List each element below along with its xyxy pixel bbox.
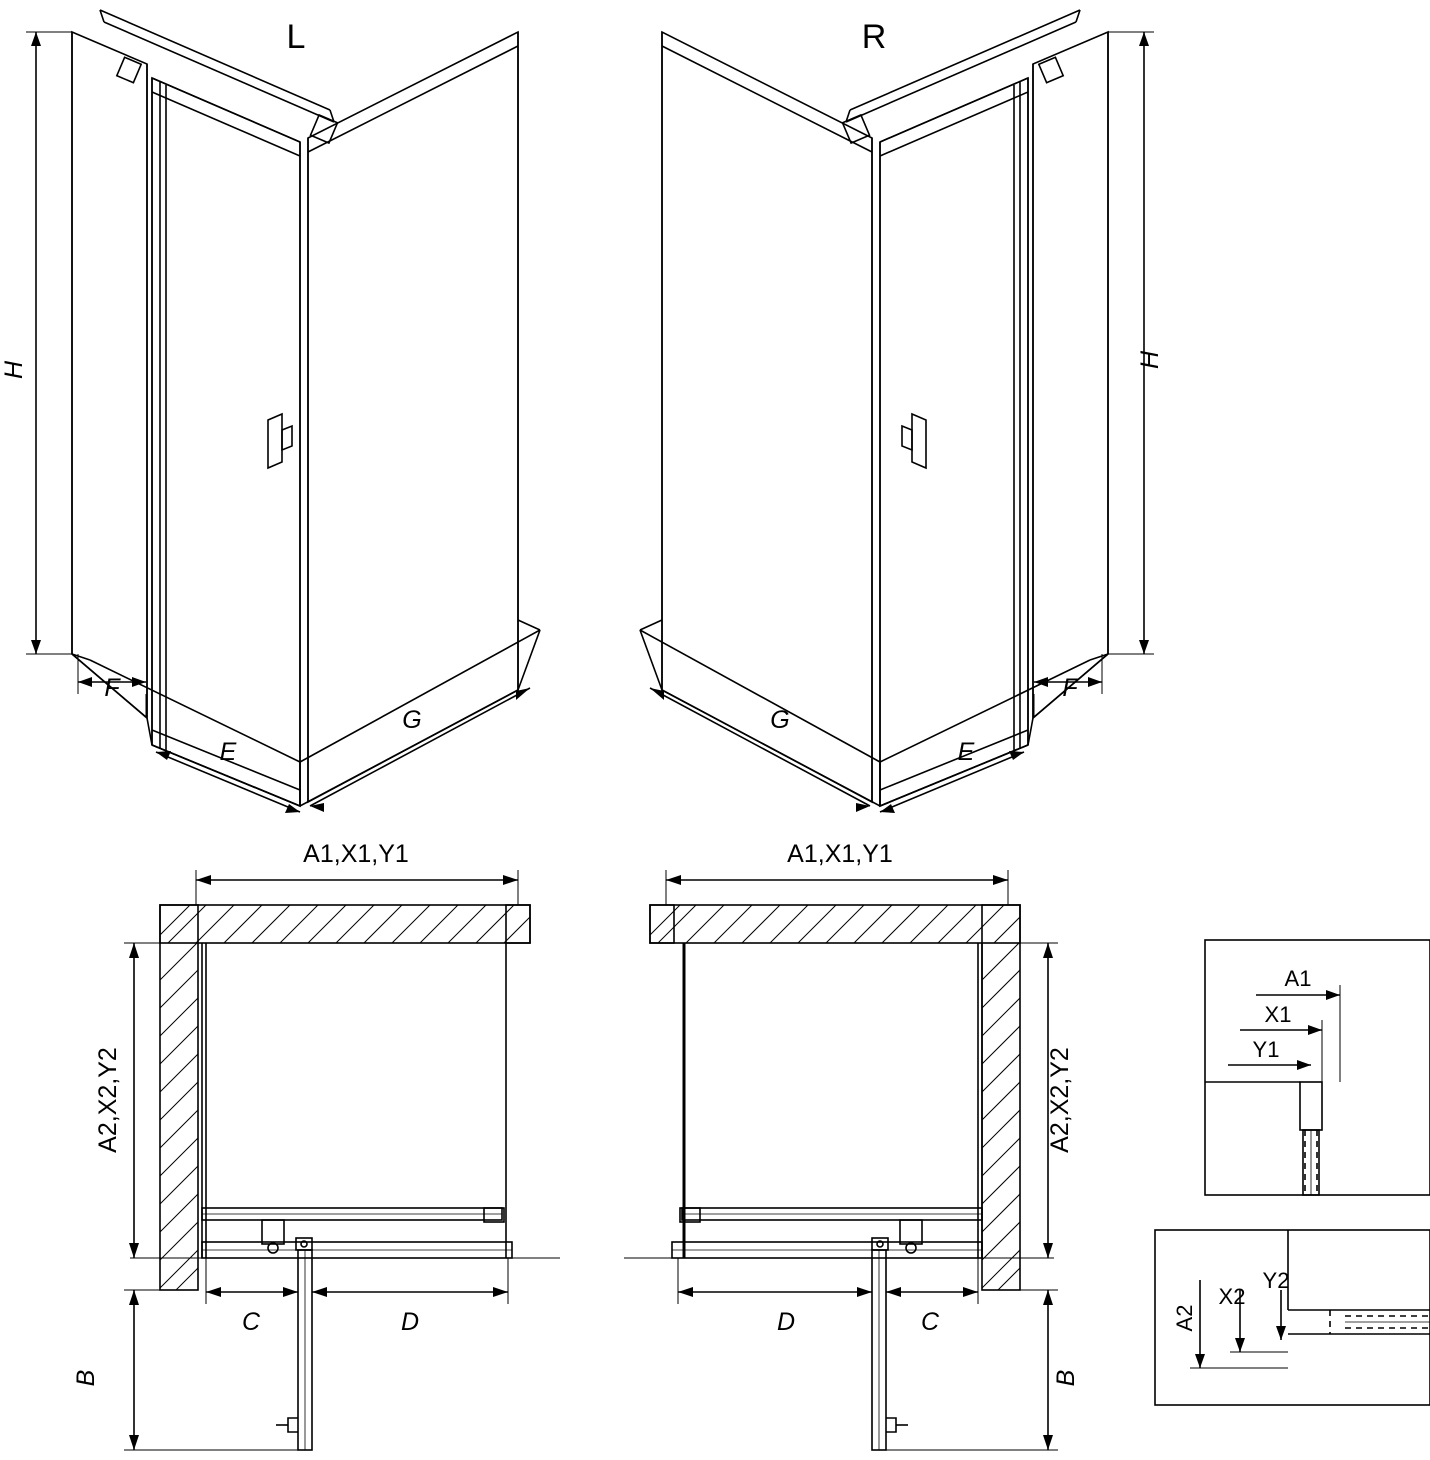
label-A1X1Y1-right: A1,X1,Y1 <box>787 840 893 868</box>
dimension-C-right <box>886 1258 978 1304</box>
label-B-right: B <box>1052 1369 1080 1387</box>
detail-label-X2: X2 <box>1218 1284 1246 1309</box>
label-D-right: D <box>776 1308 796 1336</box>
label-G-left: G <box>402 706 422 734</box>
label-G-right: G <box>770 706 790 734</box>
detail-label-Y2: Y2 <box>1262 1268 1290 1293</box>
dimension-A1X1Y1-left <box>196 870 518 905</box>
dimension-C-left <box>206 1258 298 1304</box>
door-handle-right <box>902 414 926 468</box>
label-H-right: H <box>1136 350 1164 370</box>
label-H-left: H <box>0 360 28 380</box>
dimension-D-left <box>312 1258 508 1304</box>
label-E-right: E <box>957 738 975 766</box>
detail-label-X1: X1 <box>1264 1002 1292 1027</box>
dimension-B-left <box>124 1290 300 1450</box>
detail-label-Y1: Y1 <box>1252 1037 1280 1062</box>
label-E-left: E <box>219 738 237 766</box>
label-F-left: F <box>104 674 120 702</box>
label-C-right: C <box>920 1308 940 1336</box>
perspective-view-left <box>26 10 540 813</box>
label-F-right: F <box>1062 674 1078 702</box>
dimension-A1X1Y1-right <box>666 870 1008 905</box>
plan-view-right <box>624 870 1058 1450</box>
dimension-A2X2Y2-left <box>124 943 160 1258</box>
label-B-left: B <box>72 1369 100 1387</box>
label-D-left: D <box>400 1308 420 1336</box>
dimension-D-right <box>678 1258 872 1304</box>
detail-label-A2: A2 <box>1172 1304 1197 1332</box>
view-title-left: L <box>286 18 306 56</box>
label-C-left: C <box>241 1308 261 1336</box>
label-A2X2Y2-right: A2,X2,Y2 <box>1046 1047 1074 1153</box>
label-A1X1Y1-left: A1,X1,Y1 <box>303 840 409 868</box>
detail-label-A1: A1 <box>1284 966 1312 991</box>
door-handle-left <box>268 414 292 468</box>
label-A2X2Y2-left: A2,X2,Y2 <box>94 1047 122 1153</box>
detail-box-top <box>1205 940 1430 1195</box>
dimension-H-left <box>26 32 72 654</box>
dimension-G-right <box>650 688 870 812</box>
dimension-B-right <box>884 1290 1058 1450</box>
dimension-H-right <box>1108 32 1154 654</box>
plan-view-left <box>124 870 560 1450</box>
view-title-right: R <box>861 18 887 56</box>
